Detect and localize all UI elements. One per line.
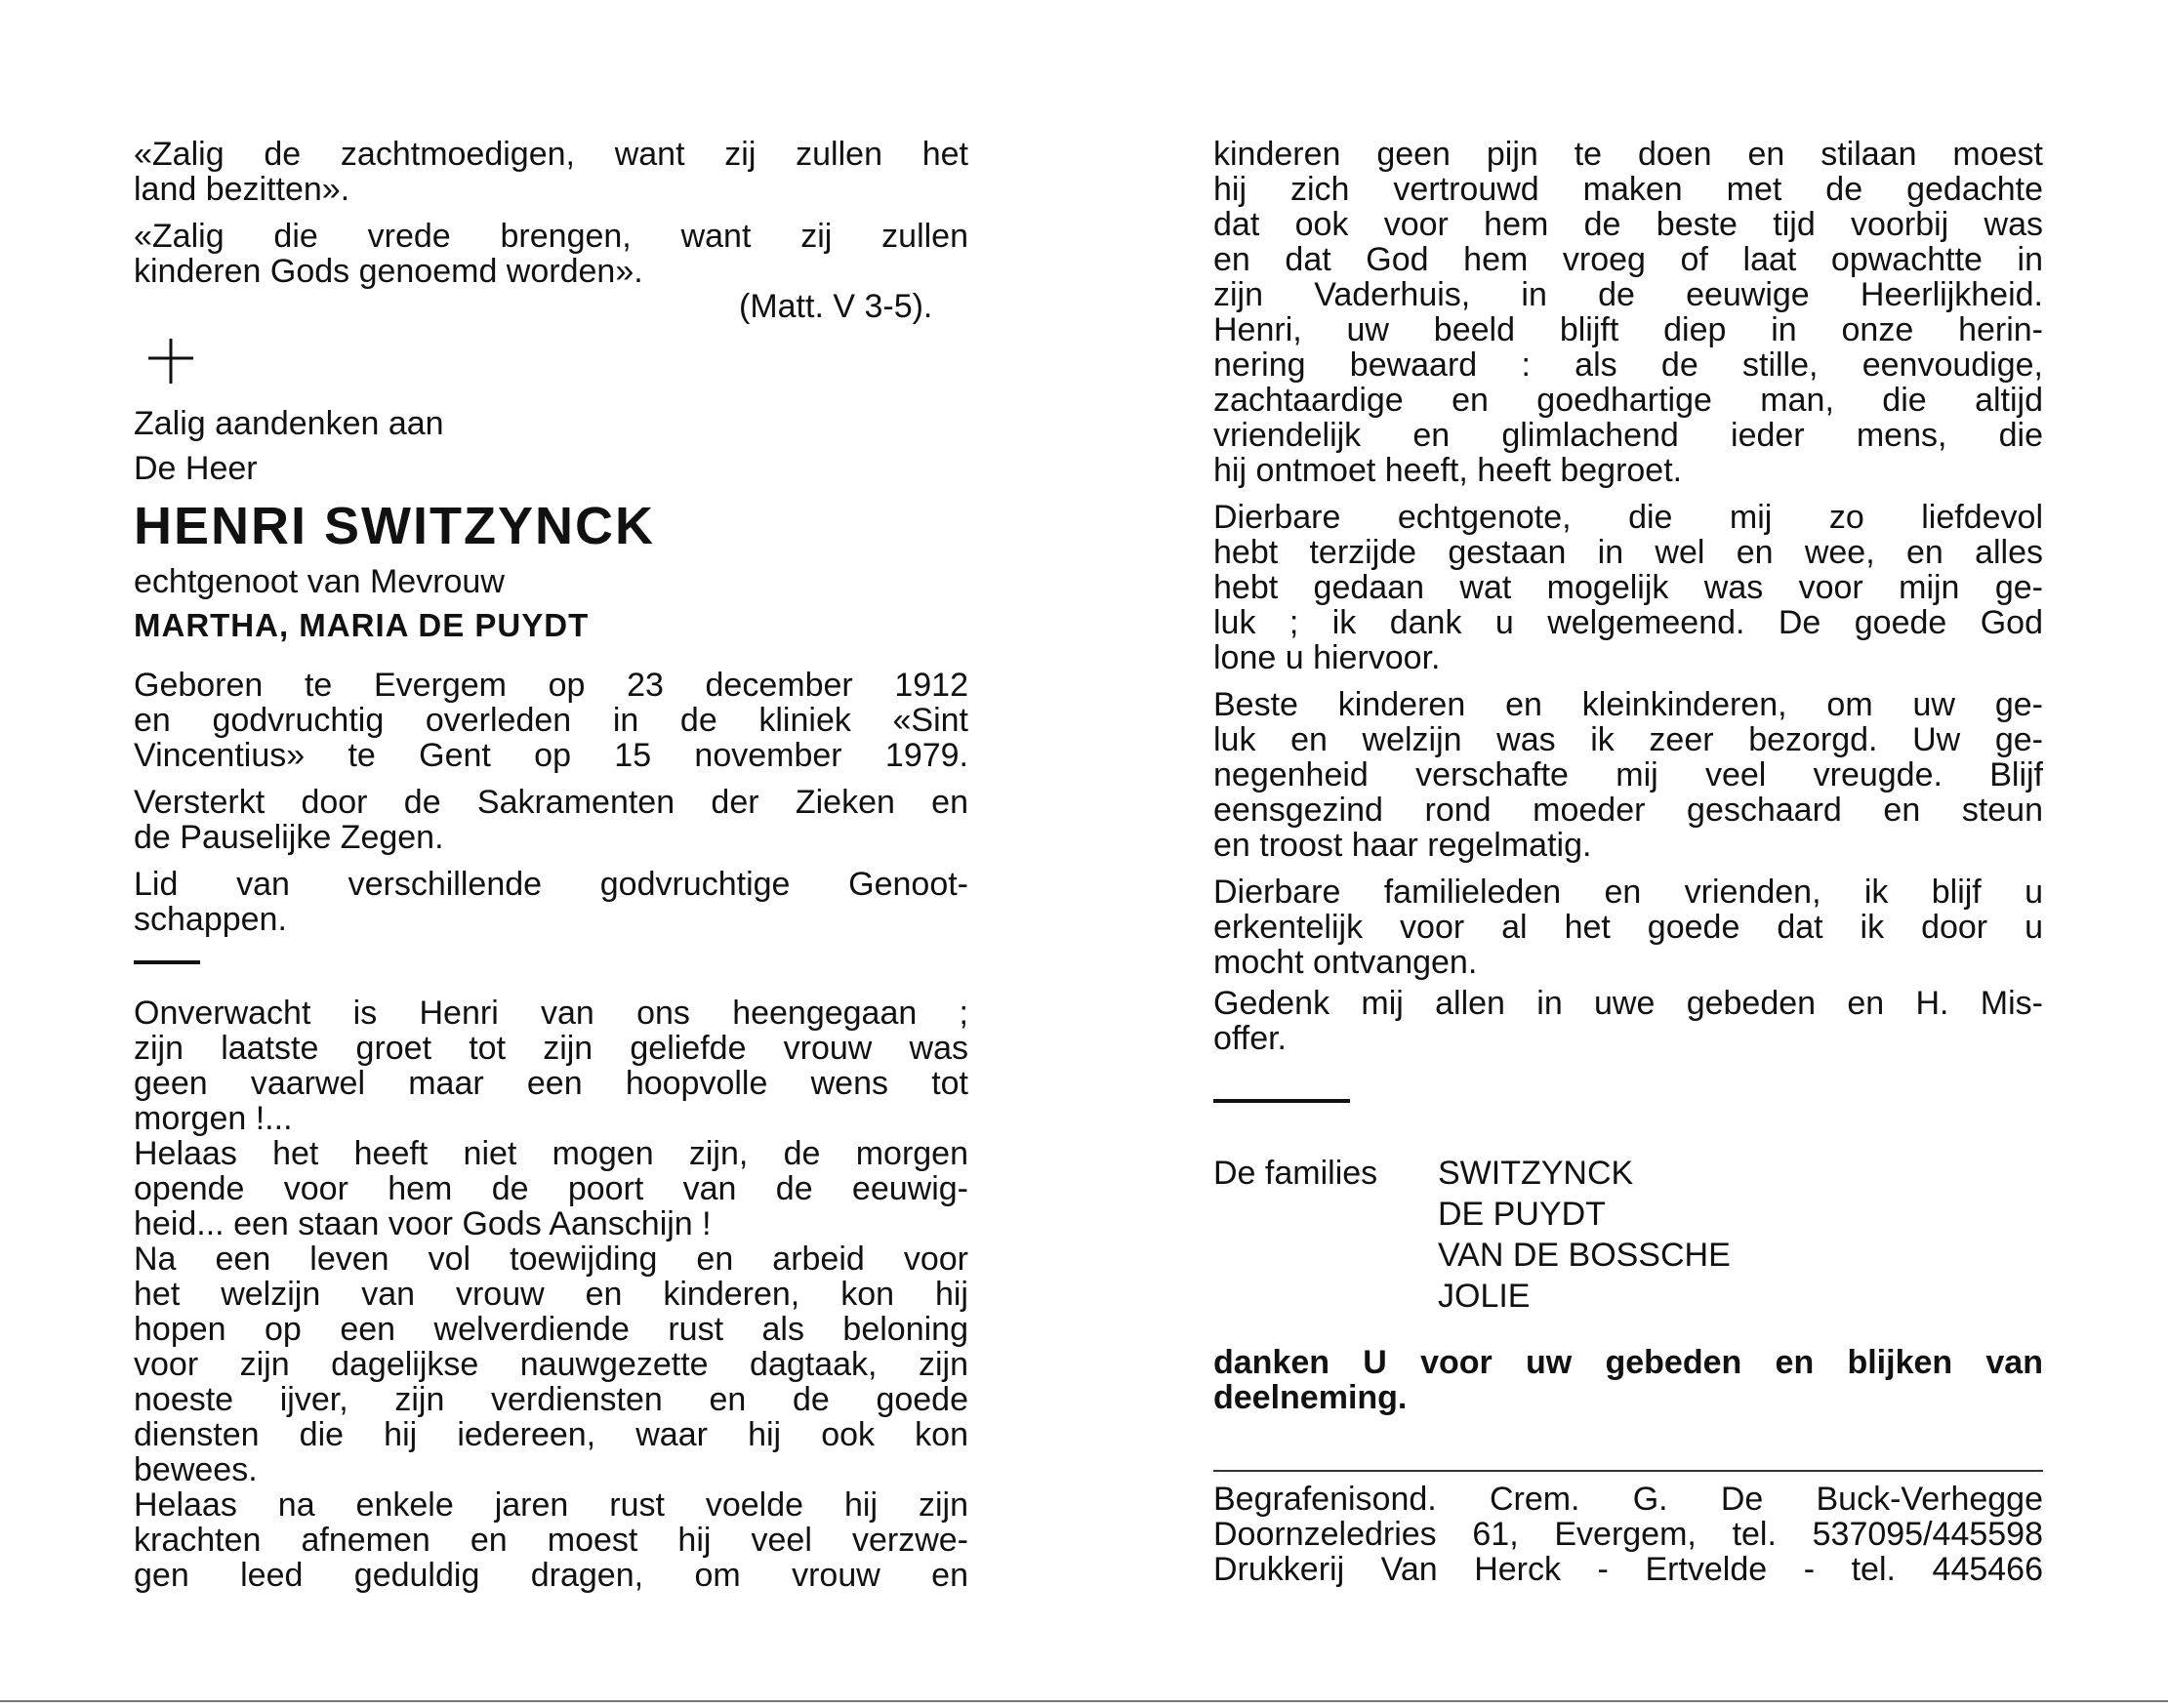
- quote-source: (Matt. V 3-5).: [739, 288, 933, 325]
- text-line: morgen !...: [134, 1100, 293, 1137]
- text-line: offer.: [1213, 1020, 1287, 1057]
- deceased-name: HENRI SWITZYNCK: [134, 497, 655, 555]
- family-name: DE PUYDT: [1438, 1196, 1606, 1233]
- text-line: negenheid verschafte mij veel vreugde. Blijf: [1213, 756, 2043, 793]
- text-line: erkentelijk voor al het goede dat ik door u: [1213, 909, 2043, 946]
- text-line: krachten afnemen en moest hij veel verzwe-: [134, 1522, 968, 1559]
- text-line: Helaas na enkele jaren rust voelde hij zijn: [134, 1486, 968, 1524]
- thanks-line: deelneming.: [1213, 1379, 1408, 1416]
- divider: [1213, 1470, 2043, 1472]
- divider: [1213, 1099, 1350, 1103]
- text-line: hebt terzijde gestaan in wel en wee, en alles: [1213, 534, 2043, 571]
- text-line: bewees.: [134, 1451, 258, 1488]
- text-line: Helaas het heeft niet mogen zijn, de morgen: [134, 1135, 968, 1172]
- sacraments-line: Versterkt door de Sakramenten der Zieken en: [134, 784, 968, 821]
- honorific: De Heer: [134, 450, 258, 487]
- text-line: diensten die hij iedereen, waar hij ook kon: [134, 1416, 968, 1453]
- text-line: Gedenk mij allen in uwe gebeden en H. Mis-: [1213, 985, 2043, 1022]
- text-line: gen leed geduldig dragen, om vrouw en: [134, 1557, 968, 1594]
- text-line: mocht ontvangen.: [1213, 944, 1478, 981]
- text-line: lone u hiervoor.: [1213, 639, 1441, 676]
- text-line: zijn laatste groet tot zijn geliefde vrouw was: [134, 1030, 968, 1067]
- text-line: hopen op een welverdiende rust als beloning: [134, 1311, 968, 1348]
- thanks-line: danken U voor uw gebeden en blijken van: [1213, 1344, 2043, 1381]
- text-line: hij zich vertrouwd maken met de gedachte: [1213, 171, 2043, 208]
- quote-line: «Zalig die vrede brengen, want zij zullen: [134, 218, 968, 255]
- text-line: luk en welzijn was ik zeer bezorgd. Uw ge-: [1213, 721, 2043, 758]
- text-line: Beste kinderen en kleinkinderen, om uw ge-: [1213, 686, 2043, 723]
- text-line: nering bewaard : als de stille, eenvoudige,: [1213, 346, 2043, 384]
- member-line: Lid van verschillende godvruchtige Genoot-: [134, 866, 968, 903]
- quote-line: «Zalig de zachtmoedigen, want zij zullen het: [134, 136, 968, 173]
- text-line: Dierbare familieleden en vrienden, ik blijf u: [1213, 874, 2043, 911]
- text-line: luk ; ik dank u welgemeend. De goede God: [1213, 604, 2043, 641]
- memorial-line: Zalig aandenken aan: [134, 405, 444, 442]
- text-line: geen vaarwel maar een hoopvolle wens tot: [134, 1065, 968, 1102]
- birth-death-line: Vincentius» te Gent op 15 november 1979.: [134, 737, 968, 774]
- text-line: hij ontmoet heeft, heeft begroet.: [1213, 452, 1683, 489]
- cross-icon: [146, 337, 195, 386]
- text-line: zachtaardige en goedhartige man, die altijd: [1213, 382, 2043, 419]
- spouse-intro: echtgenoot van Mevrouw: [134, 563, 505, 600]
- spouse-name: MARTHA, MARIA DE PUYDT: [134, 607, 590, 643]
- divider: [134, 960, 200, 964]
- text-line: Dierbare echtgenote, die mij zo liefdevol: [1213, 499, 2043, 536]
- text-line: en dat God hem vroeg of laat opwachtte in: [1213, 241, 2043, 278]
- text-line: Na een leven vol toewijding en arbeid voor: [134, 1240, 968, 1278]
- text-line: Onverwacht is Henri van ons heengegaan ;: [134, 995, 968, 1032]
- text-line: dat ook voor hem de beste tijd voorbij was: [1213, 206, 2043, 243]
- birth-death-line: Geboren te Evergem op 23 december 1912: [134, 667, 968, 704]
- text-line: voor zijn dagelijkse nauwgezette dagtaak, zijn: [134, 1346, 968, 1383]
- family-name: VAN DE BOSSCHE: [1438, 1237, 1731, 1274]
- text-line: vriendelijk en glimlachend ieder mens, die: [1213, 417, 2043, 454]
- quote-line: land bezitten».: [134, 171, 350, 208]
- text-line: kinderen geen pijn te doen en stilaan moest: [1213, 136, 2043, 173]
- text-line: het welzijn van vrouw en kinderen, kon hij: [134, 1276, 968, 1313]
- family-name: JOLIE: [1438, 1278, 1531, 1315]
- printer-line: Doornzeledries 61, Evergem, tel. 537095/445598: [1213, 1516, 2043, 1553]
- family-name: SWITZYNCK: [1438, 1155, 1634, 1192]
- text-line: heid... een staan voor Gods Aanschijn !: [134, 1205, 712, 1242]
- member-line: schappen.: [134, 901, 287, 938]
- text-line: en troost haar regelmatig.: [1213, 827, 1592, 864]
- printer-line: Drukkerij Van Herck - Ertvelde - tel. 445466: [1213, 1551, 2043, 1588]
- birth-death-line: en godvruchtig overleden in de kliniek «Sint: [134, 702, 968, 739]
- quote-line: kinderen Gods genoemd worden».: [134, 253, 643, 290]
- families-label: De families: [1213, 1155, 1378, 1192]
- text-line: opende voor hem de poort van de eeuwig-: [134, 1170, 968, 1207]
- text-line: noeste ijver, zijn verdiensten en de goede: [134, 1381, 968, 1418]
- text-line: Henri, uw beeld blijft diep in onze herin-: [1213, 311, 2043, 348]
- card-edge-line: [0, 1700, 2168, 1702]
- text-line: hebt gedaan wat mogelijk was voor mijn ge-: [1213, 569, 2043, 606]
- sacraments-line: de Pauselijke Zegen.: [134, 819, 444, 856]
- printer-line: Begrafenisond. Crem. G. De Buck-Verhegge: [1213, 1481, 2043, 1518]
- text-line: zijn Vaderhuis, in de eeuwige Heerlijkheid.: [1213, 276, 2043, 313]
- text-line: eensgezind rond moeder geschaard en steun: [1213, 792, 2043, 829]
